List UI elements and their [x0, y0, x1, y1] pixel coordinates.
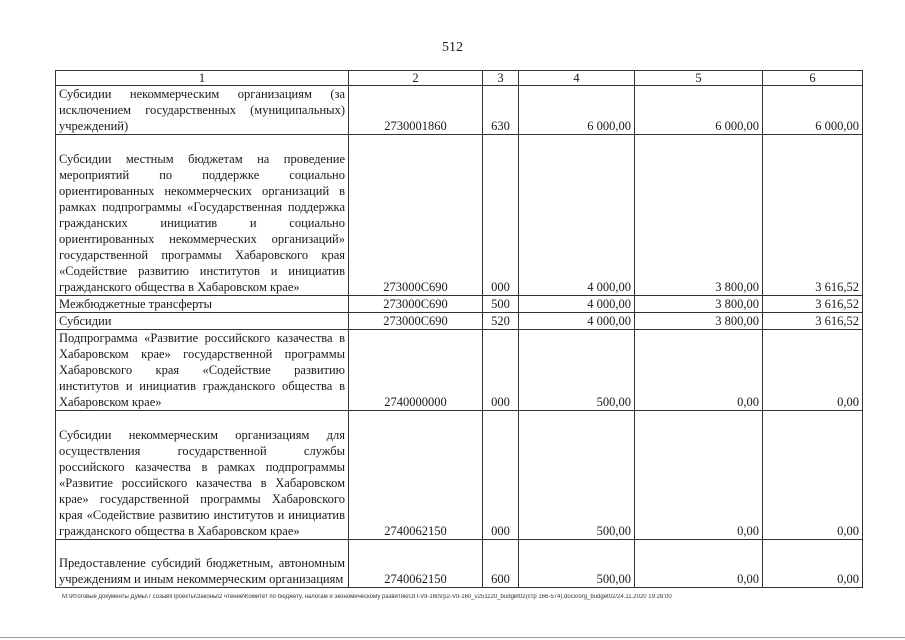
row-value-2: 0,00	[635, 330, 763, 411]
row-value-3: 3 616,52	[763, 313, 863, 330]
page-number: 512	[442, 40, 463, 55]
row-value-2: 0,00	[635, 540, 763, 588]
column-header: 4	[519, 71, 635, 86]
row-type: 000	[483, 135, 519, 296]
row-name: Подпрограмма «Развитие российского казачества в Хабаровском крае» государственной программы Хабаровского края «Содействие развитию институтов и инициатив гражданского общества в Хабаровском крае»	[56, 330, 349, 411]
row-value-1: 500,00	[519, 411, 635, 540]
table-row	[56, 540, 863, 588]
row-value-3: 6 000,00	[763, 86, 863, 135]
row-value-1: 500,00	[519, 330, 635, 411]
row-value-1: 4 000,00	[519, 296, 635, 313]
table-header-row	[56, 71, 863, 86]
row-value-3: 3 616,52	[763, 135, 863, 296]
row-value-1: 4 000,00	[519, 313, 635, 330]
row-type: 520	[483, 313, 519, 330]
row-code: 2730001860	[349, 86, 483, 135]
row-value-3: 0,00	[763, 540, 863, 588]
row-value-2: 3 800,00	[635, 313, 763, 330]
table-row	[56, 411, 863, 540]
row-type: 000	[483, 411, 519, 540]
row-code: 273000С690	[349, 313, 483, 330]
table-row	[56, 135, 863, 296]
row-name: Предоставление субсидий бюджетным, автономным учреждениям и иным некоммерческим организациям	[56, 540, 349, 588]
row-value-3: 0,00	[763, 411, 863, 540]
row-name: Субсидии местным бюджетам на проведение мероприятий по поддержке социально ориентированных некоммерческих организаций в рамках подпрограммы «Государственная поддержка гражданских инициатив и социально ориентированных некоммерческих организаций» государственной программы Хабаровского края «Содействие развитию институтов и инициатив гражданского общества в Хабаровском крае»	[56, 135, 349, 296]
table-row	[56, 296, 863, 313]
row-name: Субсидии некоммерческим организациям (за исключением государственных (муниципальных) учреждений)	[56, 86, 349, 135]
document-path-footer: M:\Итоговые документы Думы\7 созыв\Проекты\Законы\2 чтение\Комитет по бюджету, налогам и экономическому развитию\ЗП-VII-160\гр2-VII-160_v251120_budget02(стр 166-574).docx/org_budget02/24.11.2020 19:28:00	[62, 594, 672, 600]
column-header: 6	[763, 71, 863, 86]
row-value-2: 0,00	[635, 411, 763, 540]
row-value-3: 0,00	[763, 330, 863, 411]
row-value-2: 6 000,00	[635, 86, 763, 135]
row-name: Субсидии	[56, 313, 349, 330]
row-value-2: 3 800,00	[635, 135, 763, 296]
row-name: Межбюджетные трансферты	[56, 296, 349, 313]
row-code: 273000С690	[349, 296, 483, 313]
row-type: 600	[483, 540, 519, 588]
row-type: 630	[483, 86, 519, 135]
column-header: 1	[56, 71, 349, 86]
row-code: 2740062150	[349, 411, 483, 540]
row-value-1: 4 000,00	[519, 135, 635, 296]
row-value-1: 6 000,00	[519, 86, 635, 135]
column-header: 2	[349, 71, 483, 86]
row-code: 2740000000	[349, 330, 483, 411]
row-code: 273000С690	[349, 135, 483, 296]
row-type: 000	[483, 330, 519, 411]
row-value-1: 500,00	[519, 540, 635, 588]
table-row	[56, 330, 863, 411]
row-type: 500	[483, 296, 519, 313]
table-row	[56, 86, 863, 135]
row-value-2: 3 800,00	[635, 296, 763, 313]
row-code: 2740062150	[349, 540, 483, 588]
row-value-3: 3 616,52	[763, 296, 863, 313]
column-header: 3	[483, 71, 519, 86]
table-row	[56, 313, 863, 330]
budget-table	[55, 70, 863, 588]
row-name: Субсидии некоммерческим организациям для осуществления государственной службы российского казачества в рамках подпрограммы «Развитие российского казачества в Хабаровском крае» государственной программы Хабаровского края «Содействие развитию институтов и инициатив гражданского общества в Хабаровском крае»	[56, 411, 349, 540]
page-bottom-rule	[0, 637, 905, 638]
column-header: 5	[635, 71, 763, 86]
